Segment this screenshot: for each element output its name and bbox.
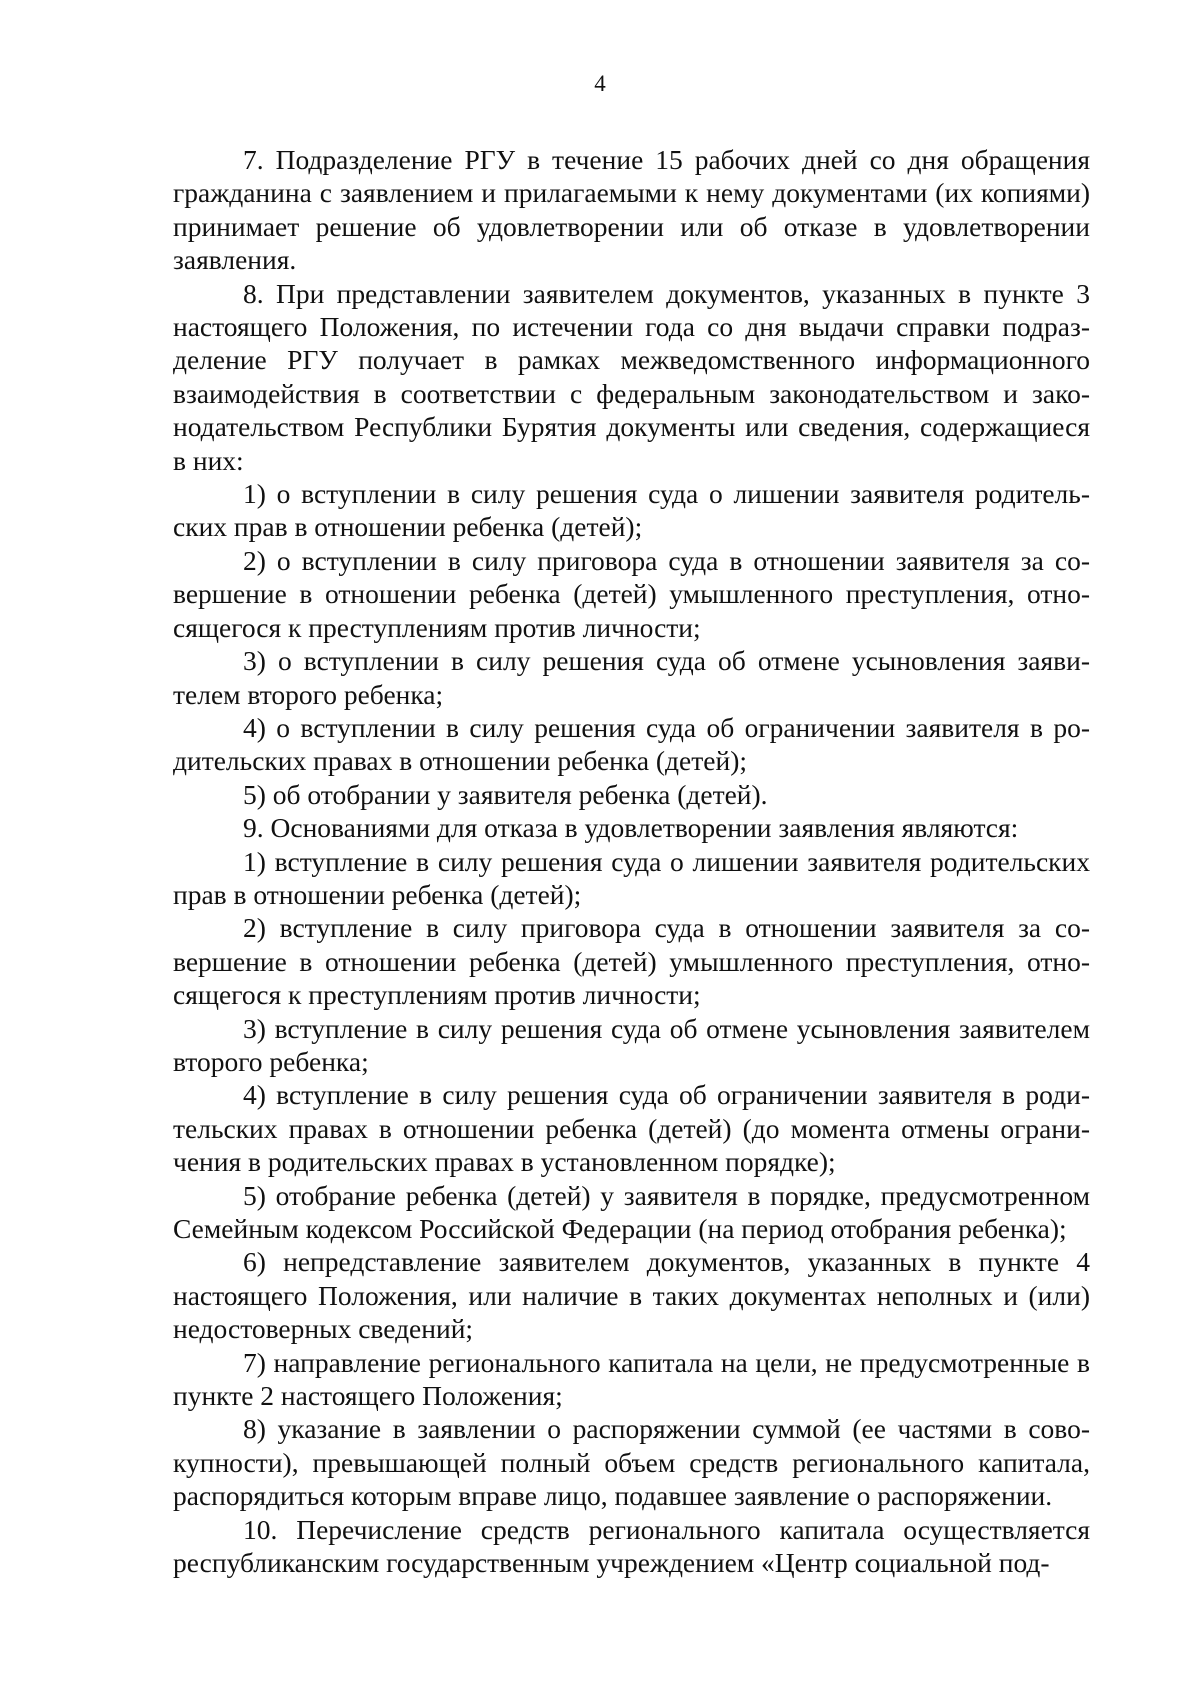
paragraph-9-item-5: 5) отобрание ребенка (детей) у заявителя в порядке, предусмотренном Семейным кодексом Российской Федерации (на период отобрания ребенка); bbox=[173, 1179, 1090, 1244]
paragraph-9-item-4: 4) вступление в силу решения суда об ограничении заявителя в родительских правах в отношении ребенка (детей) (до момента отмены ограничения в родительских правах в установленном порядке); bbox=[173, 1079, 1090, 1178]
paragraph-9-item-1: 1) вступление в силу решения суда о лишении заявителя родительских прав в отношении ребенка (детей); bbox=[173, 845, 1090, 910]
paragraph-7: 7. Подразделение РГУ в течение 15 рабочих дней со дня обращения гражданина с заявлением и прилагаемыми к нему документами (их копиями) принимает решение об удовлетворении или об отказе в удовлетворении заявления. bbox=[173, 144, 1090, 276]
paragraph-9-item-7: 7) направление регионального капитала на цели, не предусмотренные в пункте 2 настоящего Положения; bbox=[173, 1346, 1090, 1412]
paragraph-8-item-1: 1) о вступлении в силу решения суда о лишении заявителя родительских прав в отношении ребенка (детей); bbox=[173, 478, 1090, 543]
page-number: 4 bbox=[594, 71, 606, 96]
paragraph-9-item-2: 2) вступление в силу приговора суда в отношении заявителя за совершение в отношении ребенка (детей) умышленного преступления, относящегося к преступлениям против личности; bbox=[173, 912, 1090, 1011]
paragraph-8-item-2: 2) о вступлении в силу приговора суда в отношении заявителя за совершение в отношении ребенка (детей) умышленного преступления, относящегося к преступлениям против личности; bbox=[173, 544, 1090, 643]
paragraph-8-item-4: 4) о вступлении в силу решения суда об ограничении заявителя в родительских правах в отношении ребенка (детей); bbox=[173, 711, 1090, 777]
paragraph-9-item-8: 8) указание в заявлении о распоряжении суммой (ее частями в совокупности), превышающей полный объем средств регионального капитала, распорядиться которым вправе лицо, подавшее заявление о распоряжении. bbox=[173, 1413, 1090, 1512]
paragraph-9-item-6: 6) непредставление заявителем документов, указанных в пункте 4 настоящего Положения, или наличие в таких документах неполных и (или) недостоверных сведений; bbox=[173, 1246, 1090, 1345]
paragraph-8-item-3: 3) о вступлении в силу решения суда об отмене усыновления заявителем второго ребенка; bbox=[173, 645, 1090, 710]
paragraph-10: 10. Перечисление средств регионального капитала осуществляется республиканским государственным учреждением «Центр социальной под- bbox=[173, 1513, 1090, 1579]
paragraph-8-item-5: 5) об отобрании у заявителя ребенка (детей). bbox=[243, 778, 768, 810]
document-body bbox=[173, 143, 1090, 1579]
paragraph-9-item-3: 3) вступление в силу решения суда об отмене усыновления заявителем второго ребенка; bbox=[173, 1012, 1090, 1077]
paragraph-9: 9. Основаниями для отказа в удовлетворении заявления являются: bbox=[243, 812, 1019, 844]
paragraph-8: 8. При представлении заявителем документов, указанных в пункте 3 настоящего Положения, по истечении года со дня выдачи справки подразделение РГУ получает в рамках межведомственного информационного взаимодействия в соответствии с федеральным законодательством и законодательством Республики Бурятия документы или сведения, содержащиеся в них: bbox=[173, 277, 1090, 476]
